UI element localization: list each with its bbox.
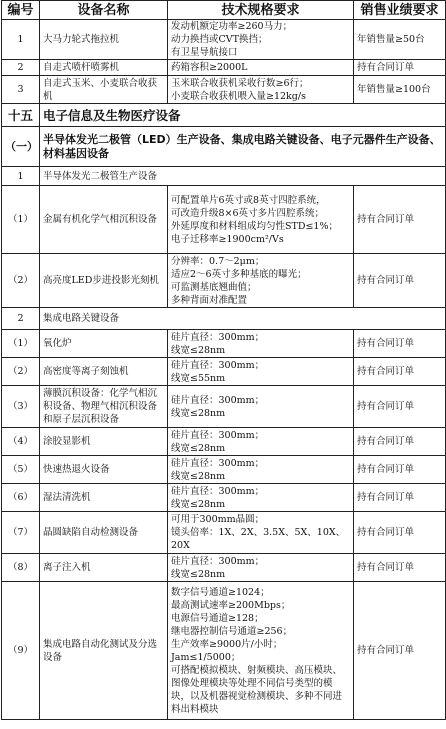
header-name: 设备名称	[40, 1, 168, 20]
subgroup-title: 半导体发光二极管生产设备	[40, 167, 446, 186]
group-no: （一）	[2, 127, 40, 167]
group-row	[2, 127, 446, 167]
header-sales: 销售业绩要求	[354, 1, 446, 20]
row-spec: 数字信号通道≥1024； 最高测试速率≥200Mbps； 电源信号通道≥128； 继电器控制信号通道≥256； 生产效率≥9000片/小时； Jam≤1/5000； 可搭配模拟模块、射频模块、高压模块、图像处理模块等处理不同信号类型的模块，以及机器视觉检测模块、多种不同进料出料模块	[168, 582, 354, 720]
row-no: （4）	[2, 428, 40, 456]
row-name: 薄膜沉积设备：化学气相沉积设备、物理气相沉积设备和原子层沉积设备	[40, 386, 168, 428]
row-spec: 药箱容积≥2000L	[168, 60, 354, 76]
row-no: （1）	[2, 330, 40, 358]
row-no: （8）	[2, 554, 40, 582]
row-spec: 硅片直径：300mm； 线宽≤28nm	[168, 456, 354, 484]
row-sales: 持有合同订单	[354, 582, 446, 720]
section-row	[2, 104, 446, 127]
row-no: （1）	[2, 186, 40, 254]
row-no: 1	[2, 20, 40, 60]
subgroup-row	[2, 167, 446, 186]
row-sales: 持有合同订单	[354, 186, 446, 254]
row-name: 高亮度LED步进投影光刻机	[40, 254, 168, 308]
subgroup-title: 集成电路关键设备	[40, 308, 446, 330]
table-row	[2, 456, 446, 484]
row-sales: 持有合同订单	[354, 60, 446, 76]
row-sales: 持有合同订单	[354, 386, 446, 428]
table-row	[2, 330, 446, 358]
row-sales: 持有合同订单	[354, 358, 446, 386]
row-spec: 硅片直径：300mm； 线宽≤28nm	[168, 386, 354, 428]
header-spec: 技术规格要求	[168, 1, 354, 20]
row-no: （5）	[2, 456, 40, 484]
row-no: （6）	[2, 484, 40, 512]
row-spec: 分辨率：0.7～2μm； 适应2～6英寸多种基底的曝光； 可监测基底翘曲值； 多种背面对准配置	[168, 254, 354, 308]
table-row	[2, 60, 446, 76]
table-row	[2, 20, 446, 60]
row-no: （2）	[2, 254, 40, 308]
row-sales: 年销售量≥50台	[354, 20, 446, 60]
row-name: 离子注入机	[40, 554, 168, 582]
row-name: 大马力轮式拖拉机	[40, 20, 168, 60]
row-sales: 持有合同订单	[354, 330, 446, 358]
row-spec: 硅片直径：300mm； 线宽≤28nm	[168, 428, 354, 456]
group-title: 半导体发光二极管（LED）生产设备、集成电路关键设备、电子元器件生产设备、材料基因设备	[40, 127, 446, 167]
row-no: 3	[2, 76, 40, 104]
row-name: 湿法清洗机	[40, 484, 168, 512]
section-no: 十五	[2, 104, 40, 127]
row-no: （2）	[2, 358, 40, 386]
header-no: 编号	[2, 1, 40, 20]
table-row	[2, 554, 446, 582]
table-row	[2, 386, 446, 428]
row-sales: 持有合同订单	[354, 428, 446, 456]
row-sales: 年销售量≥100台	[354, 76, 446, 104]
row-name: 晶圆缺陷自动检测设备	[40, 512, 168, 554]
row-name: 自走式喷杆喷雾机	[40, 60, 168, 76]
row-no: （9）	[2, 582, 40, 720]
table-row	[2, 582, 446, 720]
table-row	[2, 484, 446, 512]
table-row	[2, 358, 446, 386]
row-spec: 可用于300mm晶圆； 镜头倍率：1X、2X、3.5X、5X、10X、20X	[168, 512, 354, 554]
row-name: 自走式玉米、小麦联合收获机	[40, 76, 168, 104]
row-name: 高密度等离子刻蚀机	[40, 358, 168, 386]
row-name: 集成电路自动化测试及分选设备	[40, 582, 168, 720]
row-name: 涂胶显影机	[40, 428, 168, 456]
row-spec: 硅片直径：300mm； 线宽≤28nm	[168, 554, 354, 582]
subgroup-no: 1	[2, 167, 40, 186]
header-row	[2, 1, 446, 20]
row-no: （3）	[2, 386, 40, 428]
row-sales: 持有合同订单	[354, 484, 446, 512]
row-name: 快速热退火设备	[40, 456, 168, 484]
table-row	[2, 512, 446, 554]
row-sales: 持有合同订单	[354, 456, 446, 484]
row-spec: 硅片直径：300mm； 线宽≤28nm	[168, 330, 354, 358]
row-no: （7）	[2, 512, 40, 554]
equipment-table	[1, 0, 446, 720]
row-spec: 可配置单片6英寸或8英寸四腔系统， 可改造升级8×6英寸多片四腔系统； 外延厚度和材料组成均匀性STD≤1%； 电子迁移率≥1900cm²/Vs	[168, 186, 354, 254]
row-sales: 持有合同订单	[354, 554, 446, 582]
row-spec: 硅片直径：300mm； 线宽≤28nm	[168, 484, 354, 512]
subgroup-row	[2, 308, 446, 330]
row-sales: 持有合同订单	[354, 254, 446, 308]
row-name: 金属有机化学气相沉积设备	[40, 186, 168, 254]
table-row	[2, 428, 446, 456]
row-spec: 硅片直径：300mm； 线宽≤55nm	[168, 358, 354, 386]
table-row	[2, 186, 446, 254]
row-spec: 玉米联合收获机采收行数≥6行； 小麦联合收获机喂入量≥12kg/s	[168, 76, 354, 104]
row-sales: 持有合同订单	[354, 512, 446, 554]
row-spec: 发动机额定功率≥260马力； 动力换挡或CVT换挡； 有卫星导航接口	[168, 20, 354, 60]
table-row	[2, 254, 446, 308]
row-no: 2	[2, 60, 40, 76]
table-row	[2, 76, 446, 104]
section-title: 电子信息及生物医疗设备	[40, 104, 446, 127]
row-name: 氧化炉	[40, 330, 168, 358]
subgroup-no: 2	[2, 308, 40, 330]
